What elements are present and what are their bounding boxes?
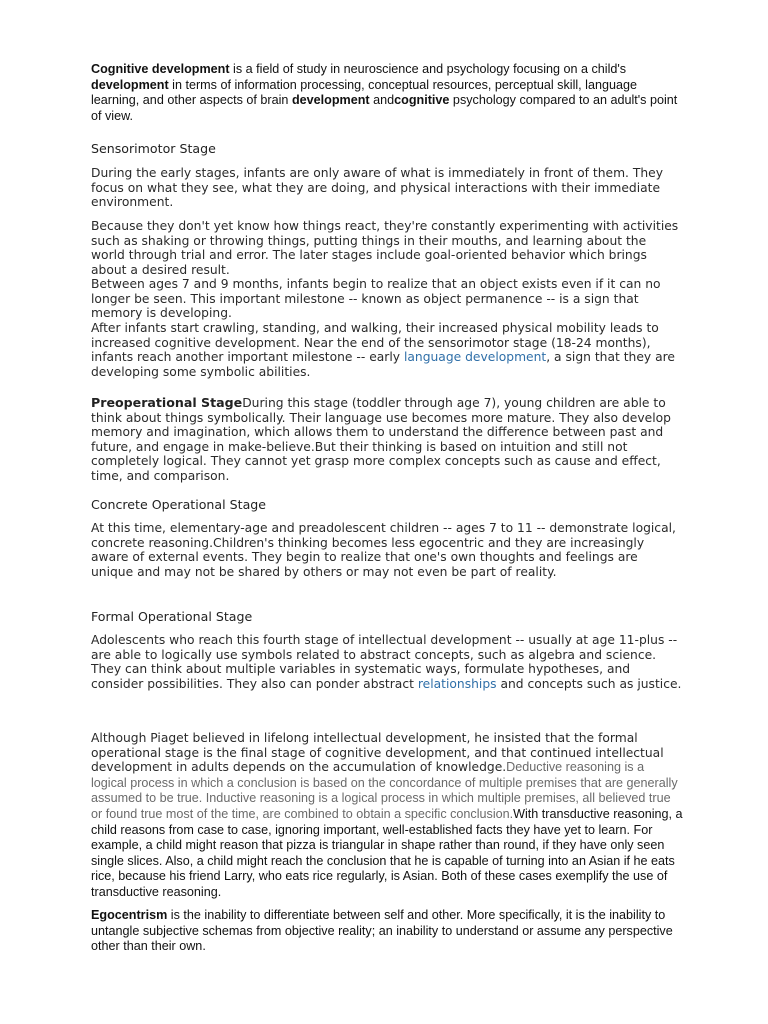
piaget-paragraph: Although Piaget believed in lifelong intellectual development, he insisted that the formal operational stage is the final stage of cognitive development, and that continued intellectual development in adults depends on the accumulation of knowledge.Deductive reasoning is a logical process in which a conclusion is based on the concordance of multiple premises that are generally assumed to be true. Inductive reasoning is a logical process in which multiple premises, all believed true or found true most of the time, are combined to obtain a specific conclusion.With transductive reasoning, a child reasons from case to case, ignoring important, well-established facts they have yet to learn. For example, a child might reason that pizza is triangular in shape rather than round, if they have only seen single slices. Also, a child might reach the conclusion that he is capable of turning into an Asian if he eats rice, because his friend Larry, who eats rice regularly, is Asian. Both of these cases exemplify the use of transductive reasoning. (91, 731, 683, 899)
term-cognitive-development: Cognitive development (91, 62, 230, 76)
heading-concrete-operational: Concrete Operational Stage (91, 497, 267, 512)
transductive-reasoning-text: With transductive reasoning, a child reasons from case to case, ignoring important, well-established facts they have yet to learn. For example, a child might reason that pizza is triangular in shape rather than round, if they have only seen single slices. Also, a child might reach the conclusion that he is capable of turning into an Asian if he eats rice, because his friend Larry, who eats rice regularly, is Asian. Both of these cases exemplify the use of transductive reasoning. (91, 806, 683, 899)
heading-sensorimotor: Sensorimotor Stage (91, 141, 216, 156)
preoperational-paragraph: Preoperational StageDuring this stage (toddler through age 7), young children are able to think about things symbolically. Their language use becomes more mature. They also develop memory and imagination, which allows them to understand the difference between past and future, and engage in make-believe.But their thinking is based on intuition and still not completely logical. They cannot yet grasp more complex concepts such as cause and effect, time, and comparison. (91, 395, 671, 483)
egocentrism-paragraph: Egocentrism is the inability to differentiate between self and other. More specifically, it is the inability to untangle subjective schemas from objective reality; an inability to understand or assume any perspective other than their own. (91, 908, 673, 954)
sensorimotor-paragraph-1: During the early stages, infants are only aware of what is immediately in front of them. They focus on what they see, what they are doing, and physical interactions with their immediate environment. (91, 166, 664, 210)
language-development-link[interactable]: language development (403, 350, 547, 365)
heading-preoperational: Preoperational Stage (91, 395, 243, 410)
relationships-link[interactable]: relationships (417, 676, 497, 691)
intro-paragraph: Cognitive development is a field of study in neuroscience and psychology focusing on a child's development in terms of information processing, conceptual resources, perceptual skill, language learning, and other aspects of brain development andcognitive psychology compared to an adult's point of view. (91, 62, 678, 123)
sensorimotor-paragraph-2: Because they don't yet know how things react, they're constantly experimenting with activities such as shaking or throwing things, putting things in their mouths, and learning about the world through trial and error. The later stages include goal-oriented behavior which brings about a desired result. (91, 219, 679, 277)
reasoning-definitions: Deductive reasoning is a logical process in which a conclusion is based on the concordance of multiple premises that are generally assumed to be true. Inductive reasoning is a logical process in which multiple premises, all believed true or found true most of the time, are combined to obtain a specific conclusion. (91, 760, 678, 821)
term-egocentrism: Egocentrism (91, 908, 168, 922)
heading-formal-operational: Formal Operational Stage (91, 609, 253, 624)
sensorimotor-paragraph-3: Between ages 7 and 9 months, infants begin to realize that an object exists even if it can no longer be seen. This important milestone -- known as object permanence -- is a sign that memory is developing. (91, 277, 661, 321)
concrete-paragraph: At this time, elementary-age and preadolescent children -- ages 7 to 11 -- demonstrate logical, concrete reasoning.Children's thinking becomes less egocentric and they are increasingly aware of external events. They begin to realize that one's own thoughts and feelings are unique and may not be shared by others or may not even be part of reality. (91, 521, 676, 579)
sensorimotor-paragraph-4: After infants start crawling, standing, and walking, their increased physical mobility leads to increased cognitive development. Near the end of the sensorimotor stage (18-24 months), infants reach another important milestone -- early language development, a sign that they are developing some symbolic abilities. (91, 321, 675, 379)
formal-paragraph: Adolescents who reach this fourth stage of intellectual development -- usually at age 11-plus -- are able to logically use symbols related to abstract concepts, such as algebra and science. They can think about multiple variables in systematic ways, formulate hypotheses, and consider possibilities. They also can ponder abstract relationships and concepts such as justice. (91, 633, 682, 691)
